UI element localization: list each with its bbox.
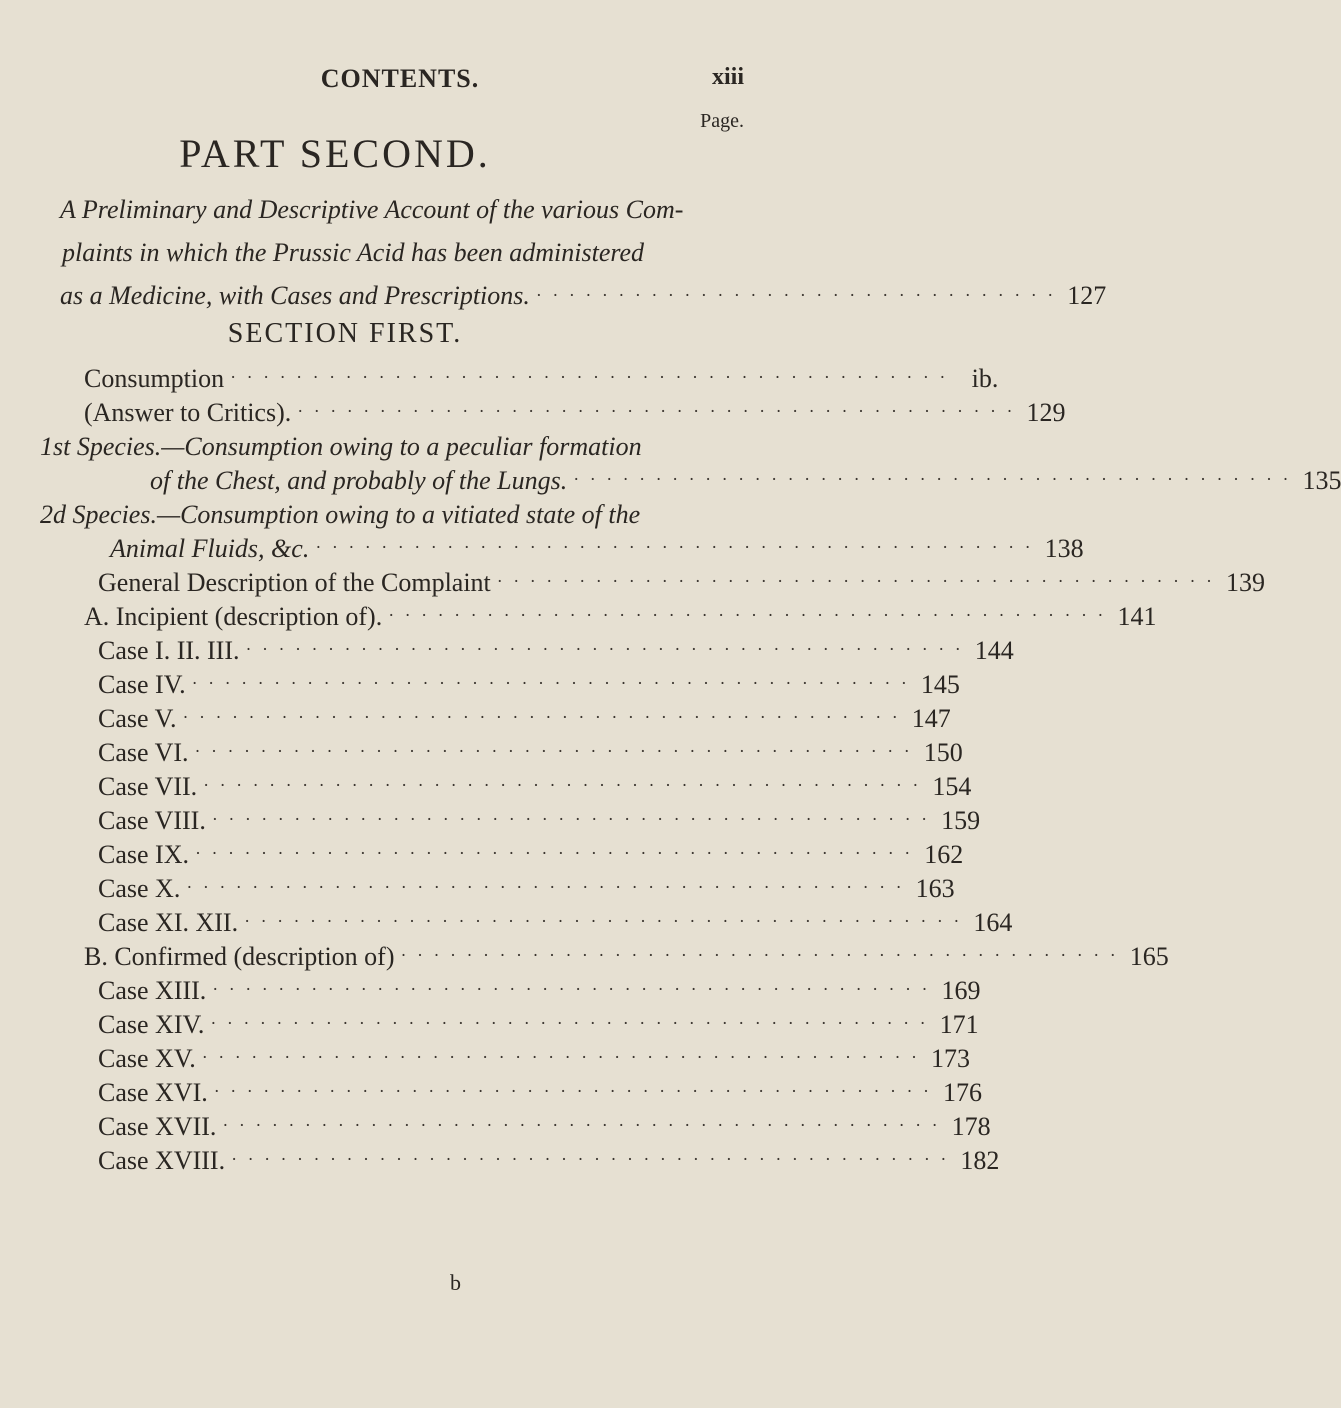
dot-leader: · · · · · · · · · · · · · · · · · · · · · · · · · · · · · · · · · · · · · · · · · · · ·	[231, 1149, 950, 1169]
page-column-label: Page.	[700, 110, 744, 132]
toc-entry-title: Case XVIII.	[98, 1146, 226, 1175]
dot-leader: · · · · · · · · · · · · · · · · · · · · · · · · · · · · · · · · · · · · · · · · · · · ·	[182, 707, 901, 727]
toc-entry-page: 144	[974, 636, 1014, 665]
toc-entry-title: Case XIII.	[98, 976, 207, 1005]
toc-entry-page: 165	[1129, 942, 1169, 971]
dot-leader: · · · · · · · · · · · · · · · · · · · · · · · · · · · · · · · · · · · · · · · · · · · ·	[211, 809, 931, 829]
toc-entry-page: 173	[931, 1044, 970, 1073]
dot-leader: · · · · · · · · · · · · · · · · · · · · · · · · · · · · · · · ·	[535, 285, 1057, 305]
toc-entry-title: Case X.	[98, 874, 181, 903]
folio-page-number: xiii	[711, 64, 744, 90]
intro-line: A Preliminary and Descriptive Account of the various Com-	[60, 195, 684, 224]
toc-entry-page: 141	[1117, 602, 1157, 631]
toc-entry	[40, 802, 981, 836]
dot-leader: · · · · · · · · · · · · · · · · · · · · · · · · · · · · · · · · · · · · · · · · · · · ·	[186, 877, 905, 897]
toc-entry	[40, 666, 960, 700]
intro-line: as a Medicine, with Cases and Prescriptions.	[60, 281, 530, 310]
dot-leader: · · · · · · · · · · · · · · · · · · · · · · · · · · · · · · · · · · · · · · · · · · · ·	[203, 775, 922, 795]
toc-entry-title: Case XIV.	[98, 1010, 205, 1039]
toc-entry-page: 150	[923, 738, 963, 767]
toc-entry-page: 154	[932, 772, 972, 801]
toc-entry	[40, 1142, 1000, 1176]
toc-entry-title: Case XI. XII.	[98, 908, 239, 937]
dot-leader: · · · · · · · · · · · · · · · · · · · · · · · · · · · · · · · · · · · · · · · · · · · ·	[573, 469, 1292, 489]
toc-entry	[40, 870, 955, 904]
toc-entry	[40, 938, 1169, 972]
toc-entry	[40, 1006, 979, 1040]
toc-entry-page: 147	[911, 704, 951, 733]
toc-entry	[40, 564, 1266, 598]
dot-leader: · · · · · · · · · · · · · · · · · · · · · · · · · · · · · · · · · · · · · · · · · · · ·	[388, 605, 1107, 625]
toc-entry-title: General Description of the Complaint	[98, 568, 491, 597]
toc-entry	[40, 904, 1013, 938]
toc-entry-page: 163	[915, 874, 955, 903]
contents-list	[40, 360, 1341, 1176]
toc-entry-title: Case VI.	[98, 738, 189, 767]
toc-entry-page: 145	[920, 670, 960, 699]
dot-leader: · · · · · · · · · · · · · · · · · · · · · · · · · · · · · · · · · · · · · · · · · · · ·	[230, 367, 949, 387]
toc-entry-title: Case XVII.	[98, 1112, 217, 1141]
toc-entry-title: of the Chest, and probably of the Lungs.	[150, 466, 568, 495]
toc-entry-page: ib.	[971, 364, 999, 393]
toc-entry-page: 171	[939, 1010, 979, 1039]
toc-entry	[40, 360, 999, 394]
toc-entry-page: 159	[941, 806, 981, 835]
toc-entry	[40, 1108, 991, 1142]
toc-entry-page: 139	[1226, 568, 1266, 597]
dot-leader: · · · · · · · · · · · · · · · · · · · · · · · · · · · · · · · · · · · · · · · · · · · ·	[201, 1047, 920, 1067]
toc-entry	[40, 428, 750, 462]
toc-entry-title: Case XV.	[98, 1044, 196, 1073]
toc-entry-page: 135	[1302, 466, 1341, 495]
running-head	[0, 64, 800, 94]
dot-leader: · · · · · · · · · · · · · · · · · · · · · · · · · · · · · · · · · · · · · · · · · · · ·	[400, 945, 1119, 965]
toc-entry	[40, 836, 964, 870]
toc-entry	[40, 530, 1084, 564]
toc-entry-title: Case VIII.	[98, 806, 206, 835]
section-title-text: SECTION FIRST.	[227, 318, 463, 349]
part-intro	[40, 188, 1107, 323]
toc-entry-page: 162	[924, 840, 964, 869]
intro-line: plaints in which the Prussic Acid has been administered	[62, 238, 645, 267]
toc-entry-title: Case IV.	[98, 670, 186, 699]
part-title	[0, 130, 800, 177]
dot-leader: · · · · · · · · · · · · · · · · · · · · · · · · · · · · · · · · · · · · · · · · · · · ·	[222, 1115, 941, 1135]
running-title: CONTENTS.	[320, 64, 480, 93]
toc-entry	[40, 972, 981, 1006]
toc-entry-page: 129	[1026, 398, 1066, 427]
toc-entry	[40, 632, 1014, 666]
toc-entry-title: 1st Species.—Consumption owing to a peculiar formation	[40, 432, 642, 461]
intro-page-number: 127	[1067, 281, 1107, 310]
dot-leader: · · · · · · · · · · · · · · · · · · · · · · · · · · · · · · · · · · · · · · · · · · · ·	[191, 673, 910, 693]
dot-leader: · · · · · · · · · · · · · · · · · · · · · · · · · · · · · · · · · · · · · · · · · · · ·	[194, 843, 914, 863]
toc-entry-page: 138	[1044, 534, 1084, 563]
dot-leader: · · · · · · · · · · · · · · · · · · · · · · · · · · · · · · · · · · · · · · · · · · · ·	[297, 401, 1016, 421]
dot-leader: · · · · · · · · · · · · · · · · · · · · · · · · · · · · · · · · · · · · · · · · · · · ·	[245, 639, 964, 659]
dot-leader: · · · · · · · · · · · · · · · · · · · · · · · · · · · · · · · · · · · · · · · · · · · ·	[212, 979, 931, 999]
toc-entry-title: Animal Fluids, &c.	[110, 534, 310, 563]
toc-entry-title: Case IX.	[98, 840, 189, 869]
toc-entry-page: 178	[951, 1112, 991, 1141]
toc-entry-title: A. Incipient (description of).	[84, 602, 383, 631]
toc-entry-title: Case I. II. III.	[98, 636, 240, 665]
toc-entry	[40, 1040, 970, 1074]
toc-entry	[40, 1074, 983, 1108]
dot-leader: · · · · · · · · · · · · · · · · · · · · · · · · · · · · · · · · · · · · · · · · · · · ·	[210, 1013, 929, 1033]
dot-leader: · · · · · · · · · · · · · · · · · · · · · · · · · · · · · · · · · · · · · · · · · · · ·	[496, 571, 1216, 591]
toc-entry	[40, 768, 972, 802]
intro-line-with-page	[40, 274, 1107, 323]
toc-entry	[40, 700, 951, 734]
toc-entry-page: 169	[941, 976, 981, 1005]
dot-leader: · · · · · · · · · · · · · · · · · · · · · · · · · · · · · · · · · · · · · · · · · · · ·	[244, 911, 963, 931]
toc-entry	[40, 394, 1066, 428]
toc-entry-page: 182	[960, 1146, 1000, 1175]
toc-entry-title: Consumption	[84, 364, 225, 393]
toc-entry-title: Case XVI.	[98, 1078, 208, 1107]
toc-entry	[40, 462, 1341, 496]
dot-leader: · · · · · · · · · · · · · · · · · · · · · · · · · · · · · · · · · · · · · · · · · · · ·	[315, 537, 1034, 557]
signature-mark: b	[450, 1270, 461, 1295]
toc-entry-title: 2d Species.—Consumption owing to a vitiated state of the	[40, 500, 641, 529]
toc-entry	[40, 734, 963, 768]
dot-leader: · · · · · · · · · · · · · · · · · · · · · · · · · · · · · · · · · · · · · · · · · · · ·	[213, 1081, 933, 1101]
section-title	[0, 318, 800, 350]
toc-entry-page: 164	[973, 908, 1013, 937]
part-title-text: PART SECOND.	[179, 131, 491, 176]
toc-entry-title: Case V.	[98, 704, 177, 733]
toc-entry	[40, 598, 1157, 632]
dot-leader: · · · · · · · · · · · · · · · · · · · · · · · · · · · · · · · · · · · · · · · · · · · ·	[194, 741, 913, 761]
toc-entry-page: 176	[943, 1078, 983, 1107]
toc-entry	[40, 496, 750, 530]
toc-entry-title: B. Confirmed (description of)	[84, 942, 395, 971]
toc-entry-title: (Answer to Critics).	[84, 398, 292, 427]
toc-entry-title: Case VII.	[98, 772, 198, 801]
